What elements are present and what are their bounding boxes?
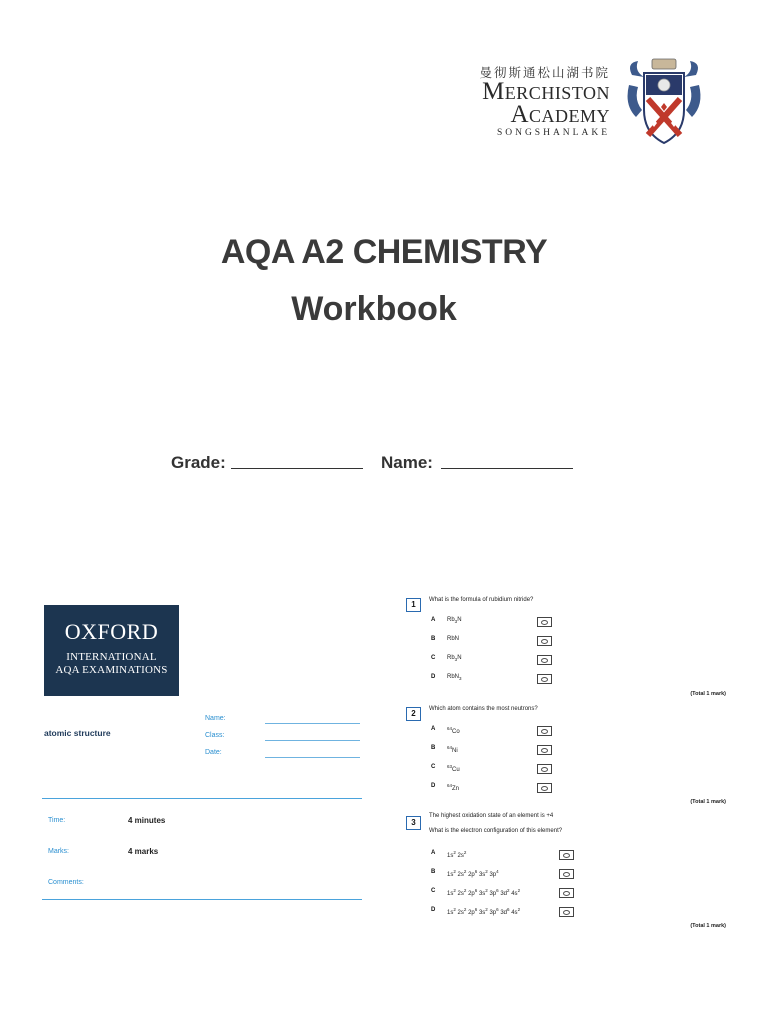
option-letter: B (431, 636, 436, 642)
option-letter: A (431, 726, 436, 732)
option-text (447, 907, 520, 916)
student-class-label: Class: (205, 732, 225, 739)
orbital-term: $1s^2$ (447, 888, 456, 897)
student-name-label: Name: (205, 715, 226, 722)
question-total: (Total 1 mark) (690, 923, 726, 929)
orbital-term: $3s^2$ (478, 888, 488, 897)
answer-radio[interactable] (537, 617, 552, 627)
school-name-line1: Merchiston (482, 78, 610, 105)
orbital-term: $3s^2$ (478, 907, 488, 916)
student-date-label: Date: (205, 749, 222, 756)
option-text: $Rb_3N$ (447, 617, 462, 625)
student-date-field[interactable] (265, 757, 360, 758)
option-text (447, 850, 466, 859)
question-text: The highest oxidation state of an element is +4 (429, 813, 554, 819)
name-label: Name: (381, 453, 433, 472)
orbital-term: $1s^2$ (447, 907, 456, 916)
orbital-term: $3d^6$ (500, 907, 510, 916)
option-text: $^{64}$Zn (447, 783, 460, 792)
option-letter: D (431, 783, 436, 789)
divider-bottom (42, 899, 362, 900)
option-letter: A (431, 850, 436, 856)
student-class-field[interactable] (265, 740, 360, 741)
question-text: Which atom contains the most neutrons? (429, 706, 538, 712)
name-field[interactable] (441, 468, 573, 469)
time-label: Time: (48, 817, 66, 824)
question-total: (Total 1 mark) (690, 691, 726, 697)
answer-radio[interactable] (559, 907, 574, 917)
orbital-term: $3p^6$ (489, 888, 499, 897)
option-text: $^{64}$Co (447, 726, 460, 735)
student-name-field[interactable] (265, 723, 360, 724)
orbital-term: $3s^2$ (478, 869, 488, 878)
oxford-logo-line1: INTERNATIONAL (66, 651, 157, 663)
time-value: 4 minutes (128, 816, 166, 825)
marks-value: 4 marks (128, 847, 159, 856)
answer-radio[interactable] (537, 726, 552, 736)
grade-field[interactable] (231, 468, 363, 469)
option-text: RbN (447, 636, 460, 642)
marks-label: Marks: (48, 848, 69, 855)
option-letter: C (431, 888, 436, 894)
comments-label: Comments: (48, 879, 84, 886)
orbital-term: $4s^2$ (511, 888, 521, 897)
option-letter: C (431, 655, 436, 661)
option-text: $^{64}$Ni (447, 745, 458, 754)
answer-radio[interactable] (537, 674, 552, 684)
workbook-title: AQA A2 CHEMISTRY (220, 233, 548, 271)
question-text-2: What is the electron configuration of this element? (429, 828, 563, 834)
school-name-line3: SONGSHANLAKE (496, 128, 610, 138)
school-name-line2: Academy (510, 101, 610, 128)
workbook-subtitle: Workbook (291, 290, 457, 328)
option-text: $Rb_3N$ (447, 655, 462, 663)
question-total: (Total 1 mark) (690, 799, 726, 805)
question-number: 1 (406, 598, 421, 612)
orbital-term: $2p^6$ (468, 888, 478, 897)
school-crest-icon (624, 55, 704, 145)
answer-radio[interactable] (559, 888, 574, 898)
orbital-term: $4s^2$ (511, 907, 521, 916)
orbital-term: $2s^2$ (457, 907, 467, 916)
option-text (447, 888, 520, 897)
orbital-term: $2s^2$ (457, 869, 467, 878)
grade-label: Grade: (171, 453, 226, 472)
option-text: $^{63}$Cu (447, 764, 460, 773)
answer-radio[interactable] (537, 745, 552, 755)
option-letter: B (431, 869, 436, 875)
option-letter: C (431, 764, 436, 770)
school-chinese-name: 曼彻斯通松山湖书院 (479, 65, 610, 80)
orbital-term: $2s^2$ (457, 888, 467, 897)
orbital-term: $1s^2$ (447, 850, 456, 859)
option-letter: B (431, 745, 436, 751)
option-letter: D (431, 674, 436, 680)
orbital-term: $1s^2$ (447, 869, 456, 878)
answer-radio[interactable] (559, 850, 574, 860)
option-text (447, 869, 499, 878)
question-number: 2 (406, 707, 421, 721)
answer-radio[interactable] (537, 655, 552, 665)
answer-radio[interactable] (537, 783, 552, 793)
orbital-term: $2p^6$ (468, 869, 478, 878)
orbital-term: $2s^2$ (457, 850, 467, 859)
oxford-aqa-logo (44, 605, 179, 696)
orbital-term: $2p^6$ (468, 907, 478, 916)
answer-radio[interactable] (537, 764, 552, 774)
option-text: RbN$_3$ (447, 674, 462, 682)
topic-title: atomic structure (44, 728, 111, 738)
answer-radio[interactable] (559, 869, 574, 879)
option-letter: A (431, 617, 436, 623)
question-text: What is the formula of rubidium nitride? (429, 597, 534, 603)
orbital-term: $3d^2$ (500, 888, 510, 897)
divider-top (42, 798, 362, 799)
orbital-term: $3p^4$ (489, 869, 499, 878)
oxford-logo-title: OXFORD (64, 619, 159, 644)
question-number: 3 (406, 816, 421, 830)
answer-radio[interactable] (537, 636, 552, 646)
orbital-term: $3p^6$ (489, 907, 499, 916)
oxford-logo-line2: AQA EXAMINATIONS (55, 664, 168, 676)
option-letter: D (431, 907, 436, 913)
